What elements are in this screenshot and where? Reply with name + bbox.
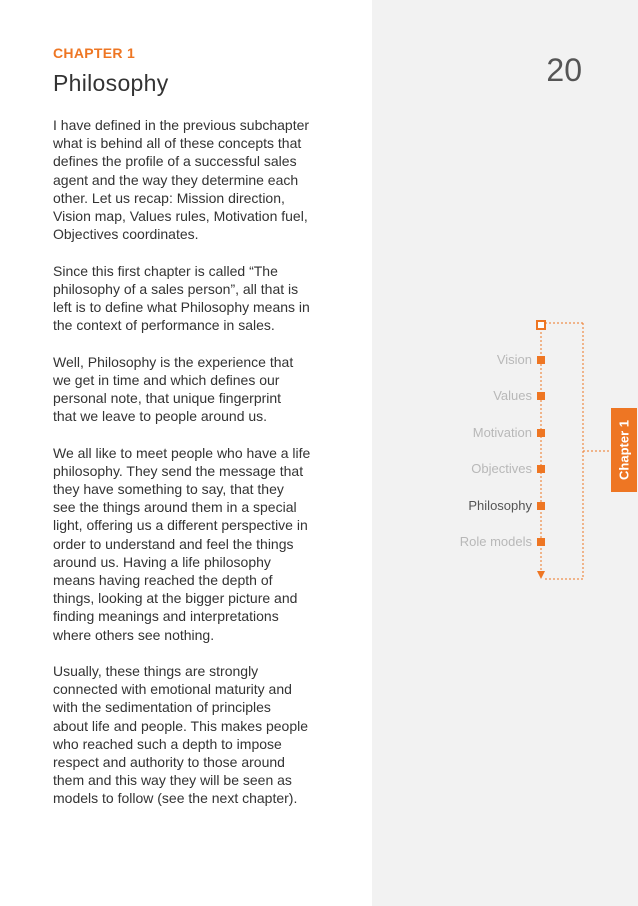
nav-item-role-models[interactable]: Role models — [459, 534, 532, 549]
chapter-label: CHAPTER 1 — [53, 45, 136, 61]
nav-marker-objectives — [537, 465, 545, 473]
nav-marker-values — [537, 392, 545, 400]
chapter-tab[interactable] — [611, 408, 637, 492]
paragraph-2: Since this first chapter is called “The philosophy of a sales person”, all that is left is to define what Philosophy means in the context of performance in sales. — [53, 262, 310, 334]
nav-item-vision[interactable]: Vision — [496, 352, 532, 367]
page-number: 20 — [546, 52, 582, 88]
nav-item-philosophy[interactable]: Philosophy — [468, 498, 532, 513]
nav-item-motivation[interactable]: Motivation — [472, 425, 532, 440]
nav-marker-role-models — [537, 538, 545, 546]
nav-item-values[interactable]: Values — [493, 388, 532, 403]
paragraph-5: Usually, these things are strongly connected with emotional maturity and with the sedimentation of principles about life and people. This makes people who reached such a depth to impose respect and authority to those around them and this way they will be seen as models to follow (see the next chapter). — [53, 663, 309, 807]
chapter-tab-label: Chapter 1 — [616, 420, 632, 480]
nav-marker-motivation — [537, 429, 545, 437]
nav-marker-vision — [537, 356, 545, 364]
page-title: Philosophy — [53, 70, 169, 96]
paragraph-3: Well, Philosophy is the experience that we get in time and which defines our personal note, that unique fingerprint that we leave to people around us. — [53, 353, 294, 425]
nav-item-objectives[interactable]: Objectives — [471, 461, 532, 476]
paragraph-1: I have defined in the previous subchapter what is behind all of these concepts that defines the profile of a successful sales agent and the way they determine each other. Let us recap: Mission direction, Vision map, Values rules, Motivation fuel, Objectives coordinates. — [53, 117, 310, 243]
nav-marker-philosophy — [537, 502, 545, 510]
nav-start-marker — [536, 320, 546, 330]
paragraph-4: We all like to meet people who have a life philosophy. They send the message that they have something to say, that they see the things around them in a special light, offering us a different perspective in order to understand and feel the things around us. Having a life philosophy means having reached the depth of things, looking at the bigger picture and finding meanings and interpretations where others see nothing. — [53, 444, 311, 643]
